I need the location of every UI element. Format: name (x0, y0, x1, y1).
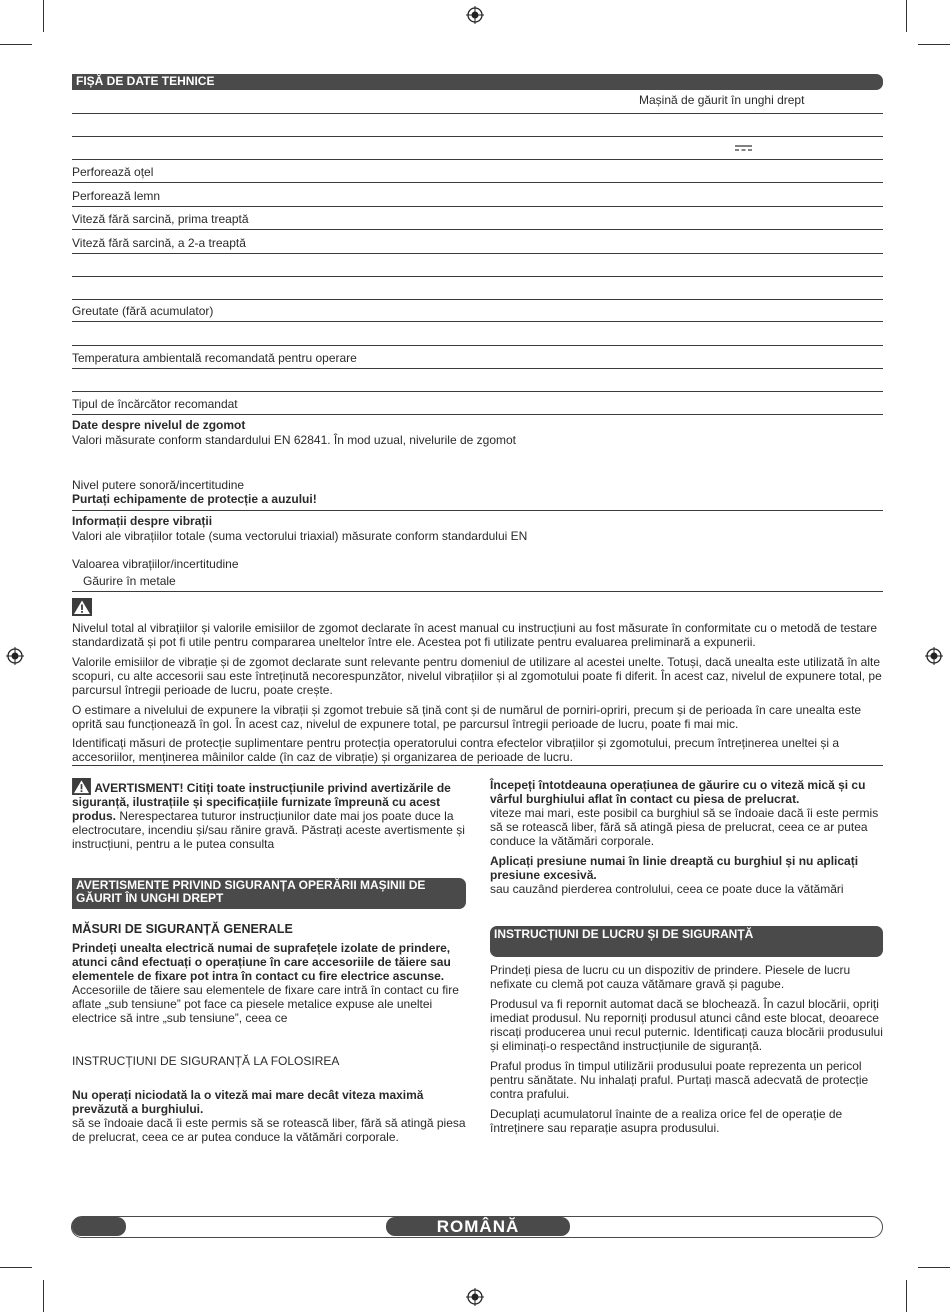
noise-warning: Purtați echipamente de protecție a auzului! (72, 492, 317, 506)
crop-mark (906, 0, 907, 32)
section-header-work-instructions: INSTRUCȚIUNI DE LUCRU ȘI DE SIGURANȚĂ (490, 926, 883, 957)
spec-row (72, 254, 883, 277)
right-column (490, 778, 883, 902)
registration-mark-icon (466, 6, 484, 24)
paragraph-pressure: Aplicați presiune numai în linie dreaptă cu burghiul și nu aplicați presiune excesivă. sau cauzând pierderea controlului, ceea ce poate duce la vătămări (490, 854, 859, 896)
noise-text: Valori măsurate conform standardului EN 62841. În mod uzual, nivelurile de zgomot (72, 433, 517, 447)
section-header-technical-data: FIȘĂ DE DATE TEHNICE (72, 74, 883, 90)
warning-icon (72, 778, 91, 795)
product-name: Mașină de găurit în unghi drept (639, 93, 805, 107)
vibration-metal: Găurire în metale (83, 574, 176, 588)
crop-mark (43, 0, 44, 32)
heading-usage-safety: INSTRUCȚIUNI DE SIGURANȚĂ LA FOLOSIREA (72, 1054, 340, 1068)
paragraph-vibration-relevance: Valorile emisiilor de vibrație și de zgomot declarate sunt relevante pentru domeniul de utilizare al acestei unelte. Totuși, dacă unealta este utilizată în alte scopuri, cu alte accesorii sau este întreținută necorespunzător, nivelul vibrațiilor și al zgomotului poate fi diferit. În acest caz, nivelul de expunere total, pe parcursul întregii perioade de lucru, poate crește. (72, 655, 882, 697)
general-warning: AVERTISMENT! Citiți toate instrucțiunile privind avertizările de siguranță, ilustrațiile și specificațiile furnizate împreună cu acest produs. Nerespectarea tuturor instrucțiunilor date mai jos poate duce la electrocutare, incendiu și/sau rănire gravă. Păstrați aceste avertismente și instrucțiuni, pentru a le putea consulta (72, 778, 465, 851)
spec-row (72, 277, 883, 300)
left-column-safety (72, 922, 466, 1031)
paragraph-clamp: Prindeți piesa de lucru cu un dispozitiv de prindere. Piesele de lucru nefixate cu clemă pot cauza vătămare gravă și pagube. (490, 963, 851, 991)
paragraph-restart: Produsul va fi repornit automat dacă se blochează. În cazul blocării, opriți imediat produsul. Nu reporniți produsul atunci când este blocat, deoarece riscați producerea unui recul puternic. Identificați cauza blocării produsului și eliminați-o respectând instrucțiunile de siguranță. (490, 997, 883, 1053)
divider (72, 505, 883, 511)
crop-mark (43, 1280, 44, 1312)
crop-mark (918, 44, 950, 45)
vibration-value: Valoarea vibrațiilor/incertitudine (72, 557, 239, 571)
crop-mark (906, 1280, 907, 1312)
paragraph-low-speed: Începeți întotdeauna operațiunea de găurire cu o viteză mică și cu vârful burghiului aflat în contact cu piesa de prelucrat. viteze mai mari, este posibil ca burghiul să se îndoaie dacă îi este permis să se rotească liber, fără să atingă piesa de prelucrat, ceea ce ar putea conduce la vătămări corporale. (490, 778, 879, 848)
spec-row-speed-1: Viteză fără sarcină, prima treaptă (72, 207, 883, 230)
paragraph-dust: Praful produs în timpul utilizării produsului poate reprezenta un pericol pentru sănătate. Nu inhalați praful. Purtați mască adecvată de protecție contra prafului. (490, 1059, 869, 1101)
divider (72, 585, 883, 592)
vibration-text: Valori ale vibrațiilor totale (suma vectorului triaxial) măsurate conform standardului EN (72, 529, 528, 543)
noise-title: Date despre nivelul de zgomot (72, 418, 246, 432)
right-column-work (490, 963, 883, 1141)
section-header-drill-safety: AVERTISMENTE PRIVIND SIGURANȚA OPERĂRII MAȘINII DE GĂURIT ÎN UNGHI DREPT (72, 878, 466, 909)
paragraph-insulated-grip: Prindeți unealta electrică numai de suprafețele izolate de prindere, atunci când efectuați o operațiune în care accesoriile de tăiere sau elementele de fixare pot intra în contact cu fire electrice ascunse. Accesoriile de tăiere sau elementele de fixare care intră în contact cu fire aflate „sub tensiune” pot face ca piesele metalice expuse ale uneltei electrice să intre „sub tensiune”, ceea ce (72, 941, 459, 1025)
spec-row-temperature: Temperatura ambientală recomandată pentru operare (72, 346, 883, 369)
divider (72, 760, 883, 766)
spec-row-speed-2: Viteză fără sarcină, a 2-a treaptă (72, 230, 883, 254)
crop-mark (918, 1267, 950, 1268)
paragraph-max-speed: Nu operați niciodată la o viteză mai mare decât viteza maximă prevăzută a burghiului. să se îndoaie dacă îi este permis să se rotească liber, fără să atingă piesa de prelucrat, ceea ce ar putea conduce la vătămări corporale. (72, 1088, 466, 1144)
noise-sound-power: Nivel putere sonoră/incertitudine (72, 478, 245, 492)
spec-row-charger: Tipul de încărcător recomandat (72, 392, 883, 415)
paragraph-exposure-estimate: O estimare a nivelului de expunere la vibrații și zgomot trebuie să țină cont și de numărul de porniri-opriri, precum și de perioada în care unealta este oprită sau funcționează în gol. În acest caz, nivelul de expunere total, pe parcursul întregii perioade de lucru, poate fi mai mic. (72, 703, 862, 731)
spec-row-wood: Perforează lemn (72, 183, 883, 207)
heading-general-safety: MĂSURI DE SIGURANȚĂ GENERALE (72, 922, 293, 936)
crop-mark (0, 44, 32, 45)
spec-row (72, 322, 883, 346)
warning-icon (72, 598, 92, 616)
paragraph-protection-measures: Identificați măsuri de protecție suplimentare pentru protecția operatorului contra efectelor vibrațiilor și zgomotului, precum întreținerea uneltei și a accesoriilor, menținerea mâinilor calde (în caz de vibrație) și organizarea de perioade de lucru. (72, 736, 840, 764)
footer-tab (72, 1217, 126, 1236)
paragraph-battery: Decuplați acumulatorul înainte de a realiza orice fel de operație de întreținere sau reparație asupra produsului. (490, 1107, 843, 1135)
footer-language-bar (71, 1216, 883, 1238)
spec-row (72, 369, 883, 392)
registration-mark-icon (6, 647, 24, 665)
left-column (72, 778, 465, 857)
spec-row (72, 114, 883, 137)
spec-row-steel: Perforează oțel (72, 160, 883, 183)
footer-language-label: ROMÂNĂ (386, 1217, 570, 1236)
spec-row (72, 137, 883, 160)
crop-mark (0, 1267, 32, 1268)
paragraph-vibration-method: Nivelul total al vibrațiilor și valorile emisiilor de zgomot declarate în acest manual cu instrucțiuni au fost măsurate în conformitate cu o metodă de testare standardizată și pot fi utile pentru compararea uneltelor între ele. Acestea pot fi utilizate pentru evaluarea preliminară a expunerii. (72, 621, 878, 649)
registration-mark-icon (925, 647, 943, 665)
vibration-title: Informații despre vibrații (72, 514, 213, 528)
spec-row-weight: Greutate (fără acumulator) (72, 300, 883, 322)
registration-mark-icon (466, 1288, 484, 1306)
